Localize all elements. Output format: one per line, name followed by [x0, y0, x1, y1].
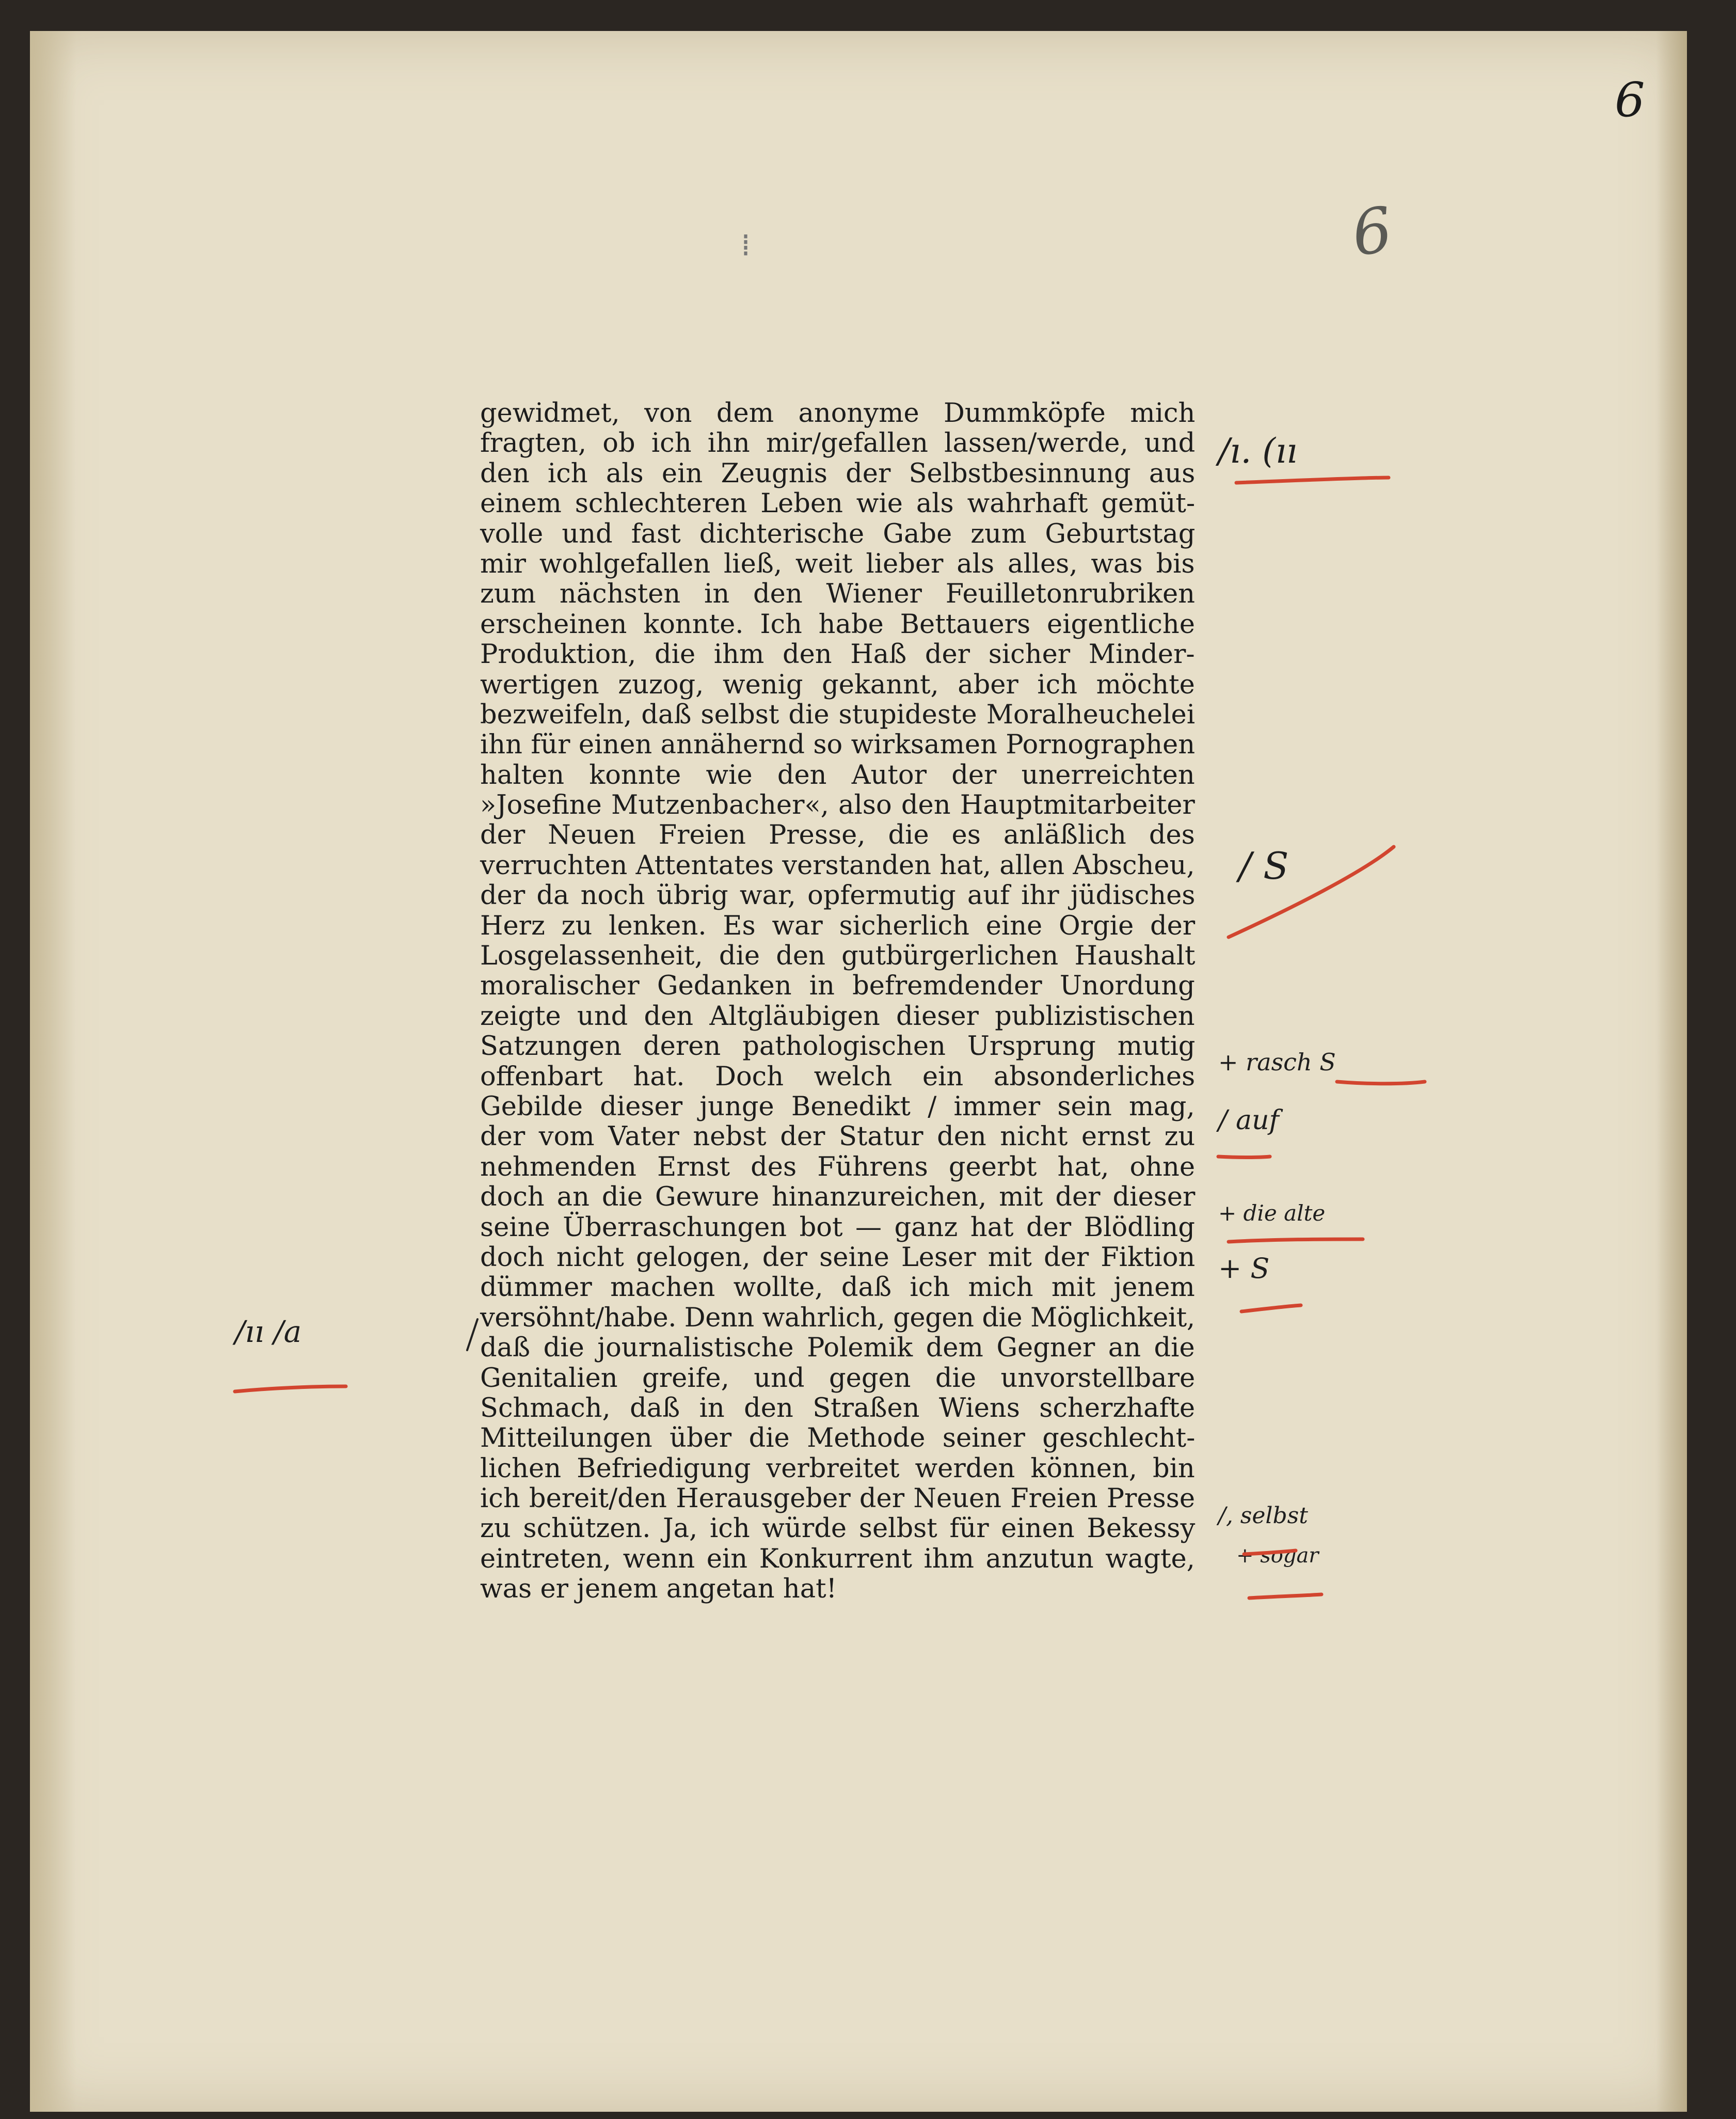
text-line: daß die journalistische Polemik dem Gegner an die: [480, 1333, 1195, 1364]
margin-note-3: + rasch S: [1218, 1048, 1336, 1076]
text-line: was er jenem angetan hat!: [480, 1574, 837, 1605]
text-line: Herz zu lenken. Es war sicherlich eine Orgie der: [480, 910, 1196, 941]
red-underline-8: [1244, 1551, 1296, 1554]
margin-note-6: + S: [1218, 1252, 1270, 1285]
text-line: moralischer Gedanken in befremdender Unordung: [480, 971, 1195, 1002]
pencil-page-number: 6: [1347, 194, 1397, 271]
stray-ink-mark: ⁞: [741, 227, 751, 263]
margin-note-5: + die alte: [1218, 1200, 1326, 1226]
margin-note-1: /ı. (ıı: [1218, 431, 1298, 471]
text-line: nehmenden Ernst des Führens geerbt hat, ohne: [480, 1151, 1196, 1182]
text-line: einem schlechteren Leben wie als wahrhaft gemüt-: [480, 488, 1196, 519]
text-line: dümmer machen wollte, daß ich mich mit jenem: [480, 1272, 1195, 1303]
red-underline-5: [1229, 1239, 1363, 1242]
red-underline-7: [235, 1386, 346, 1391]
red-underline-9: [1249, 1594, 1321, 1598]
text-line: ihn für einen annähernd so wirksamen Pornographen: [480, 730, 1196, 761]
text-line: volle und fast dichterische Gabe zum Geburtstag: [480, 518, 1196, 549]
text-line: fragten, ob ich ihn mir/gefallen lassen/werde, und: [480, 428, 1196, 459]
text-line: erscheinen konnte. Ich habe Bettauers eigentliche: [480, 609, 1195, 640]
text-line: gewidmet, von dem anonyme Dummköpfe mich: [480, 398, 1196, 429]
text-line: zu schützen. Ja, ich würde selbst für einen Bekessy: [480, 1513, 1196, 1544]
text-line: der Neuen Freien Presse, die es anläßlich des: [480, 820, 1195, 851]
text-line: bezweifeln, daß selbst die stupideste Moralheuchelei: [480, 699, 1196, 730]
text-line: offenbart hat. Doch welch ein absonderliches: [480, 1061, 1196, 1092]
text-line: mir wohlgefallen ließ, weit lieber als alles, was bis: [480, 548, 1195, 579]
margin-note-2: / S: [1239, 844, 1289, 888]
margin-note-9: + sogar: [1236, 1544, 1319, 1568]
text-line: wertigen zuzog, wenig gekannt, aber ich möchte: [480, 669, 1195, 700]
red-underline-1: [1236, 478, 1389, 483]
red-underline-3: [1337, 1082, 1425, 1084]
red-underline-6: [1241, 1305, 1301, 1311]
red-underline-4: [1218, 1157, 1270, 1158]
text-line: Schmach, daß in den Straßen Wiens scherzhafte: [480, 1393, 1196, 1424]
text-line: zeigte und den Altgläubigen dieser publizistischen: [480, 1001, 1195, 1032]
text-line: zum nächsten in den Wiener Feuilletonrubriken: [480, 579, 1196, 610]
text-line: Genitalien greife, und gegen die unvorstellbare: [480, 1363, 1196, 1394]
text-line: den ich als ein Zeugnis der Selbstbesinnung aus: [480, 458, 1196, 489]
text-line: versöhnt/habe. Denn wahrlich, gegen die Möglichkeit,: [480, 1302, 1195, 1333]
text-line: verruchten Attentates verstanden hat, allen Abscheu,: [480, 850, 1195, 881]
text-line: Satzungen deren pathologischen Ursprung mutig: [480, 1031, 1196, 1062]
text-line: Losgelassenheit, die den gutbürgerlichen Haushalt: [480, 941, 1196, 972]
text-line: »Josefine Mutzenbacher«, also den Hauptmitarbeiter: [480, 790, 1195, 821]
text-line: der vom Vater nebst der Statur den nicht ernst zu: [480, 1121, 1196, 1152]
text-line: lichen Befriedigung verbreitet werden können, bin: [480, 1453, 1195, 1484]
ink-slash-left: [467, 1319, 477, 1350]
margin-note-8: /, selbst: [1218, 1503, 1308, 1529]
text-line: Gebilde dieser junge Benedikt / immer sein mag,: [480, 1091, 1195, 1122]
text-line: ich bereit/den Herausgeber der Neuen Freien Presse: [480, 1483, 1196, 1514]
text-line: der da noch übrig war, opfermutig auf ihr jüdisches: [480, 880, 1196, 911]
text-line: Produktion, die ihm den Haß der sicher Minder-: [480, 639, 1195, 670]
text-line: doch an die Gewure hinanzureichen, mit der dieser: [480, 1182, 1196, 1213]
text-line: eintreten, wenn ein Konkurrent ihm anzutun wagte,: [480, 1543, 1195, 1574]
margin-note-4: / auf: [1218, 1105, 1279, 1136]
text-line: doch nicht gelogen, der seine Leser mit der Fiktion: [480, 1242, 1196, 1273]
text-line: seine Überraschungen bot — ganz hat der Blödling: [480, 1212, 1195, 1243]
margin-note-7: /ıı /a: [235, 1314, 302, 1349]
red-slash-2: [1229, 847, 1394, 937]
page-number: 6: [1615, 72, 1645, 128]
text-line: Mitteilungen über die Methode seiner geschlecht-: [480, 1423, 1196, 1454]
text-line: halten konnte wie den Autor der unerreichten: [480, 760, 1195, 790]
